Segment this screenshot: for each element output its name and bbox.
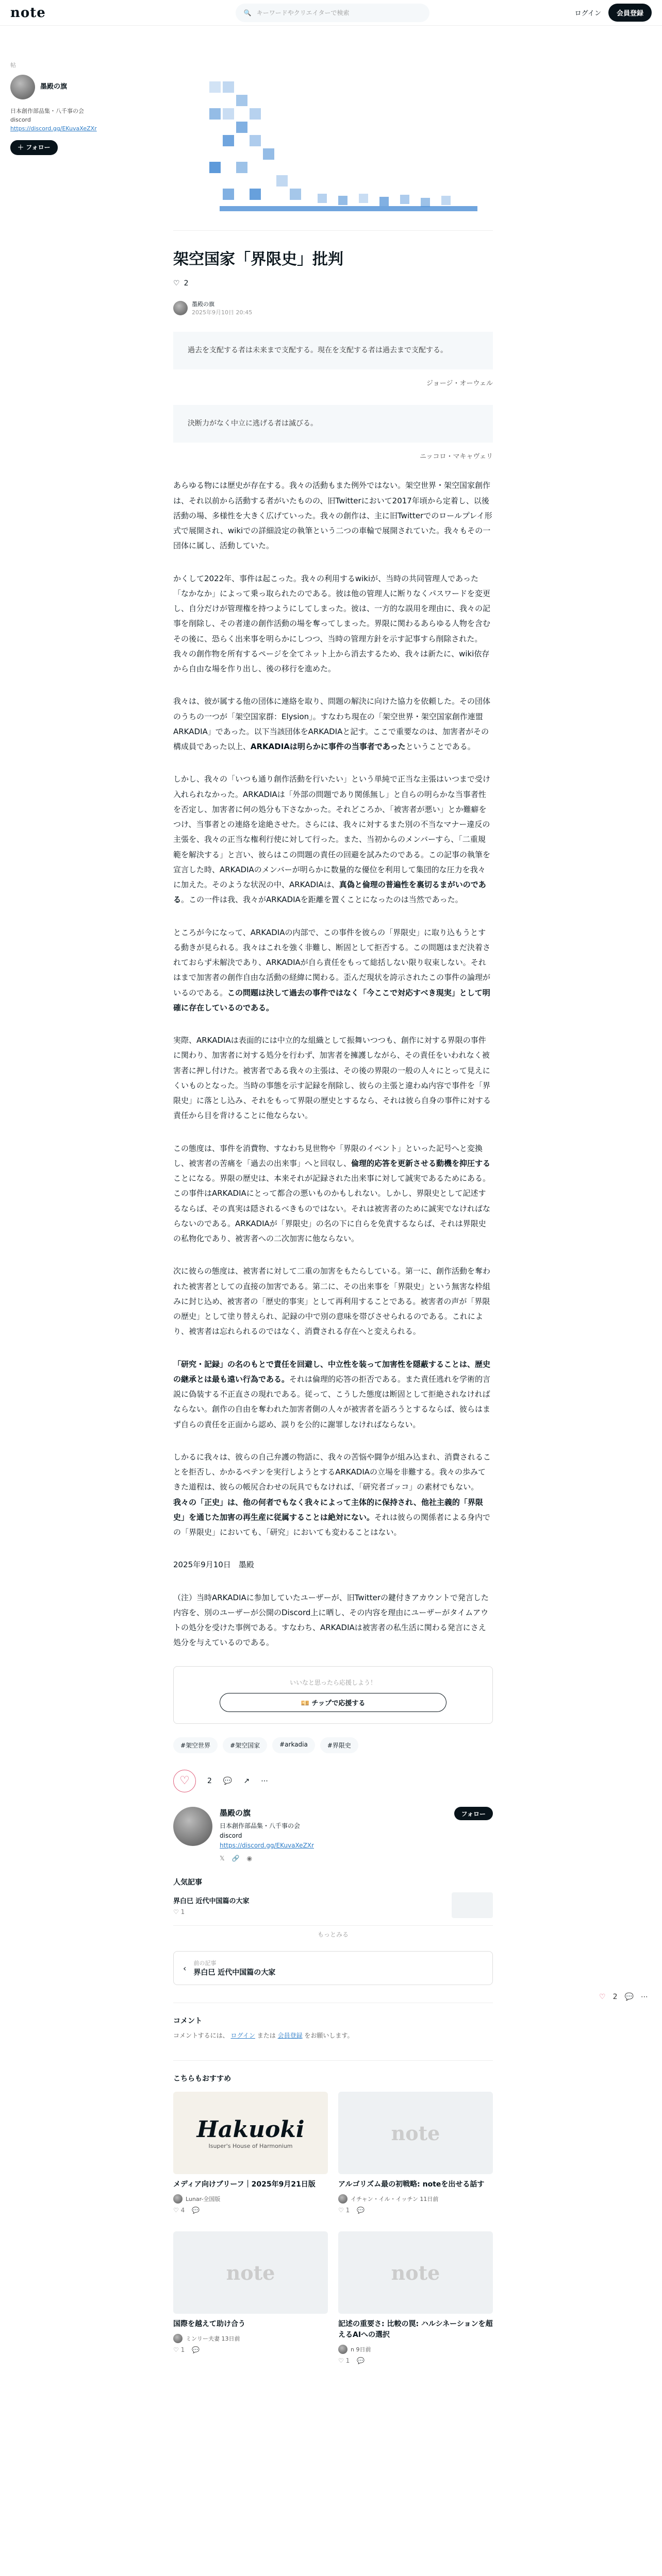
tip-question: いいなと思ったら応援しよう！ xyxy=(289,1679,376,1686)
tag[interactable]: #架空世界 xyxy=(173,1737,218,1753)
footnote: （注）当時ARKADIAに参加していたユーザーが、旧Twitterの鍵付きアカウントで発言した内容を、別のユーザーが公開のDiscord上に晒し、その内容を理由にユーザーがタイムアウトの処分を受けた事例である。すなわち、ARKADIAは被害者の私生活に関わる発言にさえ処分を与えているのである。 xyxy=(173,1592,489,1648)
thumb-title: note xyxy=(391,2121,440,2145)
recommend-card-author: Lunar-全国版 xyxy=(173,2194,328,2204)
recommend-card[interactable] xyxy=(338,2231,493,2364)
login-link[interactable]: ログイン xyxy=(574,10,601,18)
recommend-card-author: イチャン・イル・イッチン 11日前 xyxy=(338,2194,493,2204)
comment-section xyxy=(173,2003,493,2040)
plus-icon: ＋ xyxy=(18,144,24,151)
sidebar-discord-link[interactable]: https://discord.gg/EKuvaXeZXr xyxy=(10,125,97,132)
search-icon: 🔍 xyxy=(243,9,252,16)
heart-icon: ♡ xyxy=(173,1908,179,1916)
recommend-card-meta: ♡ 4 💬 xyxy=(173,2207,200,2214)
avatar[interactable] xyxy=(10,75,35,99)
comment-icon[interactable]: 💬 xyxy=(223,1776,233,1785)
rss-icon[interactable]: ◉ xyxy=(246,1855,253,1862)
comment-icon[interactable]: 💬 xyxy=(357,2207,365,2214)
sidebar-profile[interactable] xyxy=(10,75,129,99)
recommend-card-author: n 9日前 xyxy=(338,2345,493,2354)
heart-icon[interactable]: ♡ xyxy=(599,1993,606,2001)
author-name[interactable]: 墨殿の旗 xyxy=(192,301,214,308)
heart-icon[interactable]: ♡ xyxy=(338,2207,344,2214)
prev-title: 界白巳 近代中国篇の大家 xyxy=(193,1969,276,1977)
recommend-card-meta: ♡ 1 💬 xyxy=(338,2357,365,2365)
sidebar-bio-line: discord xyxy=(10,116,31,124)
recommend-title: こちらもおすすめ xyxy=(173,2075,231,2083)
floating-like-count: 2 xyxy=(613,1993,618,2001)
comment-icon[interactable]: 💬 xyxy=(192,2207,200,2214)
more-icon[interactable]: ⋯ xyxy=(640,1993,648,2001)
article-title: 架空国家「界限史」批判 xyxy=(173,250,343,268)
recommend-card-title[interactable]: アルゴリズム最の初戦略: noteを出せる話す xyxy=(338,2180,485,2189)
link-icon[interactable]: 🔗 xyxy=(231,1855,240,1862)
sidebar-bio xyxy=(10,107,129,133)
pixel-pattern-image xyxy=(173,61,493,231)
follow-label: フォロー xyxy=(26,144,51,151)
avatar xyxy=(173,2334,183,2343)
avatar xyxy=(338,2345,347,2354)
article-paragraph: かくして2022年、事件は起こった。我々の利用するwikiが、当時の共同管理人であった「なかなか」によって乗っ取られたのである。彼は他の管理人に断りなくパスワードを変更し、自分だけが管理権を持つようにしてしまった。彼は、一方的な誤用を理由に、我々の記事を削除し、その者達の創作活動の場を奪ってしまった。界限に関わるあらゆる人物を含むその後に、恐らく出来事を明らかにしつつ、当時の管理方針を示す記事すら削除された。我々の創作物を所有するページを全てネット上から消去するため、我々は新たに、wiki依存から自由な場を作り出し、後の移行を進めた。 xyxy=(173,573,491,674)
tip-button[interactable] xyxy=(220,1693,446,1712)
search-bar[interactable] xyxy=(236,4,429,22)
top-header xyxy=(0,0,662,26)
recommend-thumbnail[interactable] xyxy=(173,2092,328,2174)
tip-button-label: チップで応援する xyxy=(311,1699,366,1707)
article xyxy=(173,61,493,2364)
popular-item-likes: ♡ 1 xyxy=(173,1908,185,1916)
recommend-card-meta: ♡ 1 💬 xyxy=(338,2207,365,2214)
like-count: 2 xyxy=(184,279,189,287)
publish-date: 2025年9月10日 20:45 xyxy=(192,309,253,316)
article-actions xyxy=(173,1770,493,1792)
chevron-left-icon: ‹ xyxy=(183,1963,187,1973)
popular-item-title[interactable]: 界白巳 近代中国篇の大家 xyxy=(173,1897,250,1905)
popular-section xyxy=(173,1877,493,1939)
more-icon[interactable]: ⋯ xyxy=(261,1776,269,1785)
popular-title: 人気記事 xyxy=(173,1878,202,1887)
recommend-section xyxy=(173,2060,493,2364)
recommend-card[interactable] xyxy=(173,2092,328,2214)
article-paragraph: あらゆる物には歴史が存在する。我々の活動もまた例外ではない。架空世界・架空国家創作は、それ以前から活動する者がいたものの、旧Twitterにおいて2017年頃から定着し、以後活動の場、多様性を大きく広げていった。我々の創作は、主に旧Twitterでのロールプレイ形式で展開され、wikiでの詳細設定の執筆という二つの車輪で展開されていた。我々もその一団体に属し、活動していた。 xyxy=(173,481,492,551)
signature: 2025年9月10日 墨殿 xyxy=(173,1560,254,1570)
epigraph-quote: 決断力がなく中立に逃げる者は滅びる。 xyxy=(173,405,493,443)
creator-follow-button[interactable]: フォロー xyxy=(454,1807,493,1820)
recommend-card-title[interactable]: メディア向けブリーフ｜2025年9月21日版 xyxy=(173,2180,316,2189)
sidebar-author-name[interactable]: 墨殿の旗 xyxy=(40,82,68,91)
article-paragraph: ところが今になって、ARKADIAの内部で、この事件を彼らの「界限史」に取り込もうとする動きが見られる。我々はこれを強く非難し、断固として拒否する。この問題はまだ決着されておらず未解決であり、ARKADIAが自ら責任をもって総括しない限り収束しない。それはまで加害者の創作自由な活動の経緯に関わる。歪んだ現状を誇示されたこの事件の論理がいるのである。この問題は決して過去の事件ではなく「今ここで対応すべき現実」として明確に存在しているのである。 xyxy=(173,927,491,1012)
article-paragraph: 次に彼らの態度は、被害者に対して二重の加害をもたらしている。第一に、創作活動を奪われた被害者としての直接の加害である。第二に、その出来事を「界限史」という無害な枠組みに封じ込め、被害者の「歴史的事実」として再利用することである。被害者の声が「界限の歴史」として塗り替えられ、記録の中で別の意味を帯びさせられるのである。これにより、被害者は忘れられるのではなく、消費される存在へと変えられる。 xyxy=(173,1266,491,1336)
heart-icon[interactable]: ♡ xyxy=(338,2357,344,2365)
thumb-title: Hakuoki xyxy=(196,2116,305,2143)
floating-actions xyxy=(599,1993,648,2001)
creator-name[interactable]: 墨殿の旗 xyxy=(220,1808,251,1818)
recommend-card-meta: ♡ 1 💬 xyxy=(173,2346,200,2354)
list-item[interactable] xyxy=(173,1892,493,1926)
comment-signup-link[interactable]: 会員登録 xyxy=(277,2032,303,2040)
author-avatar[interactable] xyxy=(173,301,188,315)
recommend-card[interactable] xyxy=(173,2231,328,2364)
x-icon[interactable]: 𝕏 xyxy=(220,1855,225,1862)
epigraph-attribution: ニッコロ・マキャヴェリ xyxy=(420,453,493,461)
note-logo[interactable]: note xyxy=(10,5,46,21)
article-likes xyxy=(173,279,493,287)
like-button[interactable] xyxy=(173,1770,196,1792)
article-paragraph: 「研究・記録」の名のもとで責任を回避し、中立性を装って加害性を隠蔽することは、歴史の継承とは最も遠い行為である。それは倫理的応答の拒否である。また責任逃れを学術的言説に偽装する不正直さの現れである。従って、こうした態度は断固として拒絶されなければならない。創作の自由を奪われた加害者側の人々が被害者を語ろうとするならば、彼らはまず自らの責任を正面から認め、誤りを公的に謝罪しなければならない。 xyxy=(173,1359,491,1429)
avatar xyxy=(173,2194,183,2204)
article-paragraph: 我々は、彼が属する他の団体に連絡を取り、問題の解決に向けた協力を依頼した。その団体のうちの一つが「架空国家群：Elysion」。すなわち現在の「架空世界・架空国家創作連盟 ARKADIA」であった。以下当該団体をARKADIAと記す。ここで重要なのは、加害者がその構成員であった以上、ARKADIAは明らかに事件の当事者であったということである。 xyxy=(173,697,491,752)
thumb-subtitle: Isuper's House of Harmonium xyxy=(208,2143,293,2150)
comment-prompt: コメントするには、 ログイン または 会員登録 をお願いします。 xyxy=(173,2032,354,2040)
heart-icon: ♡ xyxy=(179,1774,190,1788)
creator-card xyxy=(173,1807,493,1864)
creator-info xyxy=(220,1807,447,1864)
recommend-thumbnail[interactable] xyxy=(338,2092,493,2174)
creator-discord-link[interactable]: https://discord.gg/EKuvaXeZXr xyxy=(220,1842,314,1849)
recommend-card-title[interactable]: 記述の重要さ: 比較の罠: ハルシネーションを超えるAIへの選択 xyxy=(338,2320,493,2340)
social-links xyxy=(220,1854,447,1863)
epigraph-quote: 過去を支配する者は未来まで支配する。現在を支配する者は過去まで支配する。 xyxy=(173,332,493,369)
article-paragraph: 実際、ARKADIAは表面的には中立的な組織として振舞いつつも、創作に対する界限の事件に関わり、加害者に対する処分を行わず、加害者を擁護しながら、その責任をいわれなく被害者に押し付けた。被害者である我々の主張は、その後の界限の一般の人々にとって見えにくいものとなった。当時の事態を示す記録を削除し、彼らの主張と違わぬ内容で事件を「界限史」に落とし込み、それをもって界限の歴史とするなら、それは彼ら自身の事件に対する責任から目を背けることに他ならない。 xyxy=(173,1036,491,1121)
thumb-title: note xyxy=(391,2261,440,2284)
article-paragraph: この態度は、事件を消費物、すなわち見世物や「界限のイベント」といった記号へと変換し、被害者の苦痛を「過去の出来事」へと回収し、倫理的応答を更新させる動機を抑圧することになる。界限の歴史は、本来それが記録された出来事に対して誠実であるためにある。この事件はARKADIAにとって都合の悪いものかもしれない。しかし、界限史として記述するならば、その真実は隠されるべきものではない。それは被害者のために誠実でなければならないのである。ARKADIAが「界限史」の名の下に自らを免責するならば、それは界限史の私物化であり、被害者への二次加害に他ならない。 xyxy=(173,1143,491,1244)
tip-box xyxy=(173,1666,493,1724)
signup-button[interactable]: 会員登録 xyxy=(608,4,652,22)
epigraph-attribution: ジョージ・オーウェル xyxy=(426,380,493,388)
hero-image xyxy=(173,61,493,231)
avatar xyxy=(338,2194,347,2204)
search-placeholder: キーワードやクリエイターで検索 xyxy=(256,9,350,16)
comment-icon[interactable]: 💬 xyxy=(624,1993,634,2001)
recommend-card-title[interactable]: 国際を越えて助け合う xyxy=(173,2320,245,2329)
recommend-card-author: ミンリー夫妻 13日前 xyxy=(173,2334,328,2343)
like-count: 2 xyxy=(207,1776,212,1785)
sidebar-tab: 帖 xyxy=(10,62,16,69)
article-author xyxy=(173,300,493,316)
tag[interactable]: #界限史 xyxy=(320,1737,358,1753)
sidebar-bio-line: 日本創作部品集・八千事の会 xyxy=(10,108,84,115)
recommend-card[interactable] xyxy=(338,2092,493,2214)
header-actions xyxy=(575,4,652,22)
article-paragraph: しかるに我々は、彼らの自己弁護の物語に、我々の苦悩や闘争が組み込まれ、消費されることを拒否し、かかるペテンを実行しようとするARKADIAの立場を非難する。我々の歩みてきた道程は、彼らの帳尻合わせの玩具でもなければ、「研究者ゴッコ」の素材でもない。我々の「正史」は、他の何者でもなく我々によって主体的に保持され、他社主義的「界限史」を通じた加害の再生産に従属することは絶対にない。それは彼らの関係者による身内での「界限史」においても、「研究」においても変わることはない。 xyxy=(173,1452,491,1537)
heart-icon[interactable]: ♡ xyxy=(173,2207,179,2214)
heart-icon[interactable]: ♡ xyxy=(173,279,180,287)
article-paragraph: しかし、我々の「いつも通り創作活動を行いたい」という単純で正当な主張はいつまで受け入れられなかった。ARKADIAは「外部の問題であり関係無し」と自らの明らかな当事者性を否定し、加害者に何の処分も下さなかった。それどころか、「被害者が悪い」とか難癖をつけ、当事者との連絡を途絶させた。さらには、我々に対するまた別の不当なマナー違反の主張を、我々の正当な権利行使に対して行った。また、当初からのメンバーすら、「二重規範を解決する」と言い、彼らはこの問題の責任の回避を試みたのである。この記事の執筆を宣言した時、ARKADIAのメンバーが明らかに数量的な優位を利用して集団的な圧力を我々に加えた。そのような状況の中、ARKADIAは、真偽と倫理の普遍性を裏切るまがいのである。この一件は我、我々がARKADIAを距離を置くことになったのは当然であった。 xyxy=(173,774,491,905)
tag[interactable]: #架空国家 xyxy=(223,1737,267,1753)
recommend-thumbnail[interactable] xyxy=(338,2231,493,2314)
comment-login-link[interactable]: ログイン xyxy=(230,2032,255,2040)
sidebar-follow-button[interactable] xyxy=(10,140,58,155)
thumb-title: note xyxy=(226,2261,275,2284)
comment-icon[interactable]: 💬 xyxy=(192,2346,200,2354)
comment-icon[interactable]: 💬 xyxy=(357,2357,365,2365)
prev-article-card[interactable] xyxy=(173,1951,493,1985)
author-sidebar xyxy=(10,61,129,155)
creator-avatar[interactable] xyxy=(173,1807,212,1846)
see-more-link[interactable]: もっとみる xyxy=(317,1931,349,1939)
recommend-grid xyxy=(173,2092,493,2364)
recommend-thumbnail[interactable] xyxy=(173,2231,328,2314)
popular-item-thumbnail[interactable] xyxy=(452,1892,493,1918)
tag[interactable]: #arkadia xyxy=(272,1737,315,1753)
creator-bio-line: discord xyxy=(220,1832,242,1839)
tag-list xyxy=(173,1737,493,1753)
share-icon[interactable]: ↗ xyxy=(243,1776,250,1785)
heart-icon[interactable]: ♡ xyxy=(173,2346,179,2354)
tip-icon: 💴 xyxy=(301,1699,309,1707)
comment-title: コメント xyxy=(173,2017,202,2026)
prev-label: 前の記事 xyxy=(193,1960,217,1967)
creator-bio-line: 日本創作部品集・八千事の会 xyxy=(220,1822,301,1829)
